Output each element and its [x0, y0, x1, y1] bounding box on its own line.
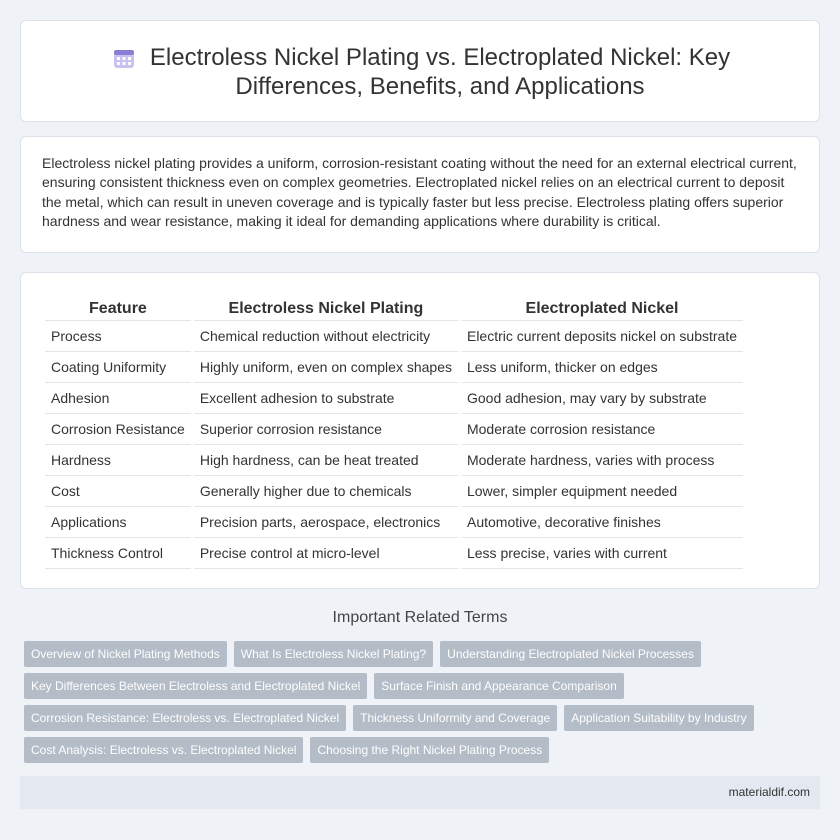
table-row	[45, 507, 743, 538]
table-row	[45, 383, 743, 414]
related-terms-heading: Important Related Terms	[332, 609, 508, 626]
intro-card	[20, 136, 820, 253]
table-row	[45, 538, 743, 569]
related-term-tag[interactable]: Thickness Uniformity and Coverage	[353, 705, 557, 731]
electroplated-cell: Automotive, decorative finishes	[461, 507, 743, 538]
footer-site-link[interactable]: materialdif.com	[728, 785, 810, 799]
electroplated-cell: Electric current deposits nickel on substrate	[461, 321, 743, 352]
header-electroless: Electroless Nickel Plating	[194, 297, 458, 321]
comparison-card	[20, 272, 820, 589]
related-term-tag[interactable]: Understanding Electroplated Nickel Processes	[440, 641, 701, 667]
electroless-cell: Chemical reduction without electricity	[194, 321, 458, 352]
tag-row	[24, 705, 764, 731]
table-header-row	[45, 297, 743, 321]
feature-cell: Process	[45, 321, 191, 352]
related-term-tag[interactable]: Surface Finish and Appearance Comparison	[374, 673, 623, 699]
electroplated-cell: Less uniform, thicker on edges	[461, 352, 743, 383]
feature-cell: Thickness Control	[45, 538, 191, 569]
tag-row	[24, 641, 764, 667]
feature-cell: Coating Uniformity	[45, 352, 191, 383]
tag-row	[24, 673, 764, 699]
electroless-cell: Precise control at micro-level	[194, 538, 458, 569]
related-term-tag[interactable]: Choosing the Right Nickel Plating Process	[310, 737, 549, 763]
header-feature: Feature	[45, 297, 191, 321]
electroplated-cell: Moderate corrosion resistance	[461, 414, 743, 445]
page-title: Electroless Nickel Plating vs. Electroplated Nickel: Key Differences, Benefits, and Applications	[149, 44, 731, 100]
comparison-table	[42, 297, 746, 569]
footer	[20, 776, 820, 809]
table-row	[45, 445, 743, 476]
electroplated-cell: Lower, simpler equipment needed	[461, 476, 743, 507]
feature-cell: Adhesion	[45, 383, 191, 414]
electroless-cell: Excellent adhesion to substrate	[194, 383, 458, 414]
feature-cell: Hardness	[45, 445, 191, 476]
electroless-cell: High hardness, can be heat treated	[194, 445, 458, 476]
feature-cell: Cost	[45, 476, 191, 507]
table-row	[45, 476, 743, 507]
electroless-cell: Generally higher due to chemicals	[194, 476, 458, 507]
related-term-tag[interactable]: Cost Analysis: Electroless vs. Electroplated Nickel	[24, 737, 303, 763]
title-card	[20, 20, 820, 122]
electroplated-cell: Good adhesion, may vary by substrate	[461, 383, 743, 414]
electroless-cell: Precision parts, aerospace, electronics	[194, 507, 458, 538]
table-row	[45, 321, 743, 352]
table-row	[45, 352, 743, 383]
table-row	[45, 414, 743, 445]
related-term-tag[interactable]: Key Differences Between Electroless and Electroplated Nickel	[24, 673, 367, 699]
tag-row	[24, 737, 764, 763]
intro-paragraph: Electroless nickel plating provides a uniform, corrosion-resistant coating without the need for an external electrical current, ensuring consistent thickness even on complex geometries. Electroplated nickel relies on an electrical current to deposit the metal, which can result in uneven coverage and is typically faster but less precise. Electroless plating offers superior hardness and wear resistance, making it ideal for demanding applications where durability is critical.	[42, 155, 797, 230]
electroless-cell: Superior corrosion resistance	[194, 414, 458, 445]
header-electroplated: Electroplated Nickel	[461, 297, 743, 321]
related-term-tag[interactable]: Application Suitability by Industry	[564, 705, 753, 731]
related-term-tag[interactable]: What Is Electroless Nickel Plating?	[234, 641, 433, 667]
feature-cell: Corrosion Resistance	[45, 414, 191, 445]
related-term-tag[interactable]: Overview of Nickel Plating Methods	[24, 641, 227, 667]
electroplated-cell: Less precise, varies with current	[461, 538, 743, 569]
related-term-tag[interactable]: Corrosion Resistance: Electroless vs. Electroplated Nickel	[24, 705, 346, 731]
related-terms-list	[24, 641, 764, 769]
feature-cell: Applications	[45, 507, 191, 538]
electroplated-cell: Moderate hardness, varies with process	[461, 445, 743, 476]
electroless-cell: Highly uniform, even on complex shapes	[194, 352, 458, 383]
